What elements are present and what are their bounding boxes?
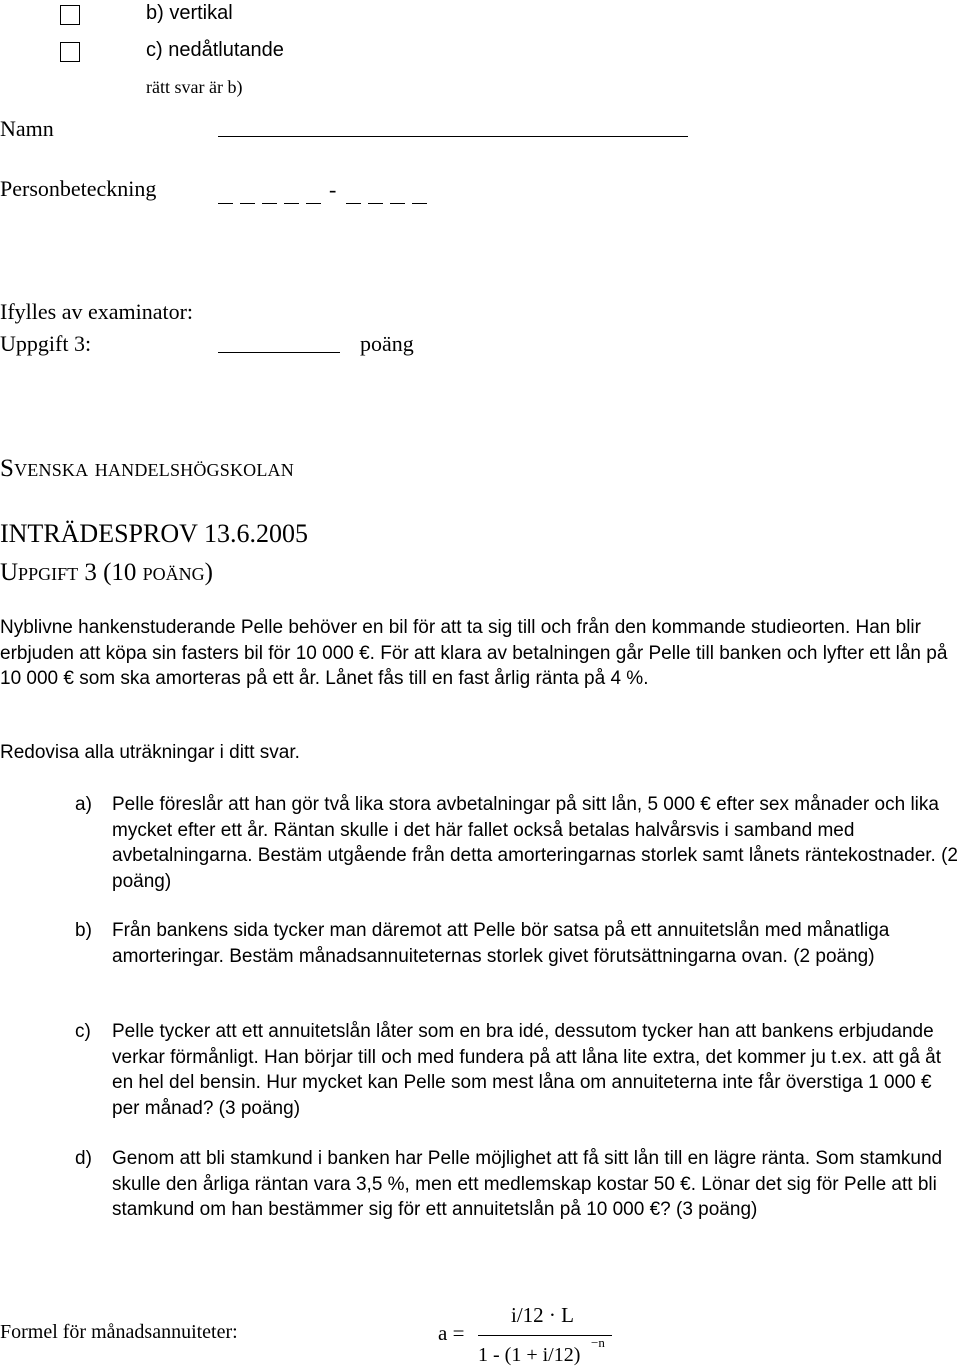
option-b-checkbox[interactable] [60, 5, 80, 25]
examiner-heading: Ifylles av examinator: [0, 299, 194, 324]
exam-title: INTRÄDESPROV 13.6.2005 [0, 519, 308, 548]
formula-exponent: −n [591, 1335, 605, 1350]
question-text: Pelle tycker att ett annuitetslån låter som en bra idé, dessutom tycker han att bankens erbjudande verkar förmånligt. Han börjar till och med fundera på att låna lite extra, det kommer ju t.ex. att gå åt en hel del bensin. Hur mycket kan Pelle som mest låna om annuiteterna inte får överstiga 1 000 € per månad? (3 poäng) [112, 1021, 942, 1119]
id-label: Personbeteckning [0, 176, 157, 201]
task-title: Uppgift 3 (10 poäng) [0, 559, 213, 586]
id-separator: - [329, 177, 337, 202]
school-name: Svenska handelshögskolan [0, 455, 294, 482]
option-b-label: b) vertikal [146, 2, 233, 24]
points-label: poäng [360, 331, 414, 356]
name-label: Namn [0, 116, 54, 141]
formula-numerator: i/12 · L [511, 1303, 574, 1327]
instruction-text: Redovisa alla uträkningar i ditt svar. [0, 742, 300, 763]
question-text: Genom att bli stamkund i banken har Pelle möjlighet att få sitt lån till en lägre ränta. Som stamkund skulle den årliga räntan vara 3,5 %, men ett medlemskap kostar 50 €. Lönar det sig för Pelle att bli stamkund om han bestämmer sig för ett annuitetslån på 10 000 €? (3 poäng) [112, 1148, 943, 1220]
question-label: d) [75, 1148, 92, 1169]
answer-note: rätt svar är b) [146, 77, 243, 97]
task-label: Uppgift 3: [0, 331, 92, 356]
question-text: Från bankens sida tycker man däremot att Pelle bör satsa på ett annuitetslån med månatliga amorteringar. Bestäm månadsannuiteternas storlek givet förutsättningarna ovan. (2 poäng) [112, 920, 890, 967]
name-input-line[interactable] [218, 136, 688, 137]
intro-paragraph: Nyblivne hankenstuderande Pelle behöver en bil för att ta sig till och från den kommande studieorten. Han blir erbjuden att köpa sin fasters bil för 10 000 €. För att klara av betalningen går Pelle till banken och lyfter ett lån på 10 000 € som ska amorteras på ett år. Lånet fås till en fast årlig ränta på 4 %. [0, 617, 948, 689]
question-label: c) [75, 1021, 91, 1042]
option-c-checkbox[interactable] [60, 42, 80, 62]
intro-text [0, 615, 950, 692]
formula-denominator: 1 - (1 + i/12) [478, 1344, 581, 1366]
question-text: Pelle föreslår att han gör två lika stora avbetalningar på sitt lån, 5 000 € efter sex månader och lika mycket efter ett år. Räntan skulle i det här fallet också betalas halvårsvis i samband med avbetalningarna. Bestäm utgående från detta amorteringarnas storlek samt lånets räntekostnader. (2 poäng) [112, 794, 958, 892]
question-label: b) [75, 920, 92, 941]
formula-lhs: a = [438, 1321, 465, 1345]
question-label: a) [75, 794, 92, 815]
option-c-label: c) nedåtlutande [146, 39, 284, 61]
formula-label: Formel för månadsannuiteter: [0, 1321, 238, 1343]
points-input-line[interactable] [218, 352, 340, 353]
